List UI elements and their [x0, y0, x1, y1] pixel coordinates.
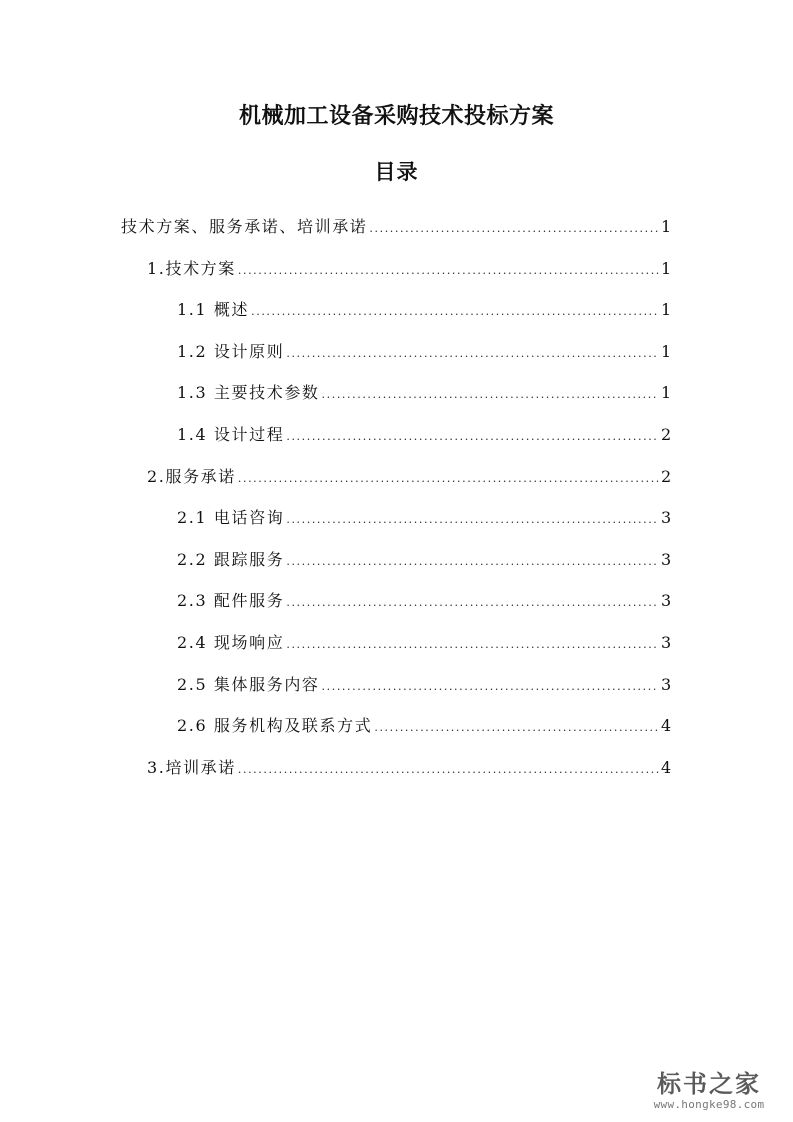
toc-entry-label: 3.培训承诺: [147, 757, 236, 777]
toc-page-number: 1: [661, 300, 672, 320]
toc-entry-label: 1.技术方案: [147, 258, 236, 278]
toc-dot-leader: [322, 673, 659, 701]
toc-entry[interactable]: [0, 338, 793, 380]
toc-dot-leader: [238, 257, 659, 285]
toc-page-number: 3: [661, 549, 672, 569]
toc-dot-leader: [286, 340, 659, 368]
toc-dot-leader: [251, 298, 659, 326]
toc-entry[interactable]: [0, 546, 793, 588]
toc-entry-label: 2.5 集体服务内容: [177, 674, 320, 694]
toc-entry-label: 技术方案、服务承诺、培训承诺: [121, 217, 368, 236]
toc-entry-label: 1.2 设计原则: [177, 341, 285, 361]
toc-dot-leader: [322, 381, 659, 409]
toc-entry[interactable]: [0, 213, 793, 255]
toc-page-number: 3: [661, 632, 672, 652]
toc-entry[interactable]: [0, 379, 793, 421]
toc-page-number: 3: [661, 508, 672, 528]
toc-entry-label: 1.4 设计过程: [177, 424, 285, 444]
toc-dot-leader: [286, 506, 659, 534]
toc-dot-leader: [286, 423, 659, 451]
watermark-url: www.hongke98.com: [653, 1098, 765, 1111]
toc-heading: 目录: [374, 159, 419, 184]
toc-page-number: 1: [661, 258, 672, 278]
toc-entry-label: 1.1 概述: [177, 300, 250, 320]
toc-dot-leader: [238, 465, 659, 493]
toc-dot-leader: [369, 215, 659, 243]
toc-page-number: 1: [661, 383, 672, 403]
toc-entry[interactable]: [0, 255, 793, 297]
toc-entry-label: 2.3 配件服务: [177, 591, 285, 611]
toc-page-number: 4: [661, 716, 672, 736]
site-watermark: [639, 1070, 779, 1112]
toc-entry-label: 2.6 服务机构及联系方式: [177, 716, 373, 736]
toc-dot-leader: [374, 714, 659, 742]
toc-entry[interactable]: [0, 421, 793, 463]
toc-entry[interactable]: [0, 754, 793, 796]
toc-entry[interactable]: [0, 463, 793, 505]
toc-page-number: 4: [661, 757, 672, 777]
document-title: 机械加工设备采购技术投标方案: [238, 103, 554, 129]
toc-page-number: 1: [661, 217, 672, 236]
toc-entry[interactable]: [0, 671, 793, 713]
toc-entry[interactable]: [0, 296, 793, 338]
toc-dot-leader: [286, 589, 659, 617]
toc-entry-label: 1.3 主要技术参数: [177, 383, 320, 403]
toc-page-number: 2: [661, 424, 672, 444]
toc-dot-leader: [286, 548, 659, 576]
toc-page-number: 3: [661, 591, 672, 611]
toc-entry[interactable]: [0, 629, 793, 671]
toc-entry[interactable]: [0, 712, 793, 754]
toc-dot-leader: [286, 631, 659, 659]
toc-entry-label: 2.服务承诺: [147, 466, 236, 486]
table-of-contents: [0, 213, 793, 795]
toc-entry-label: 2.4 现场响应: [177, 632, 285, 652]
toc-entry[interactable]: [0, 587, 793, 629]
watermark-brand: 标书之家: [657, 1070, 761, 1098]
toc-entry-label: 2.1 电话咨询: [177, 508, 285, 528]
toc-page-number: 2: [661, 466, 672, 486]
toc-entry-label: 2.2 跟踪服务: [177, 549, 285, 569]
toc-page-number: 1: [661, 341, 672, 361]
toc-entry[interactable]: [0, 504, 793, 546]
toc-dot-leader: [238, 756, 659, 784]
toc-page-number: 3: [661, 674, 672, 694]
